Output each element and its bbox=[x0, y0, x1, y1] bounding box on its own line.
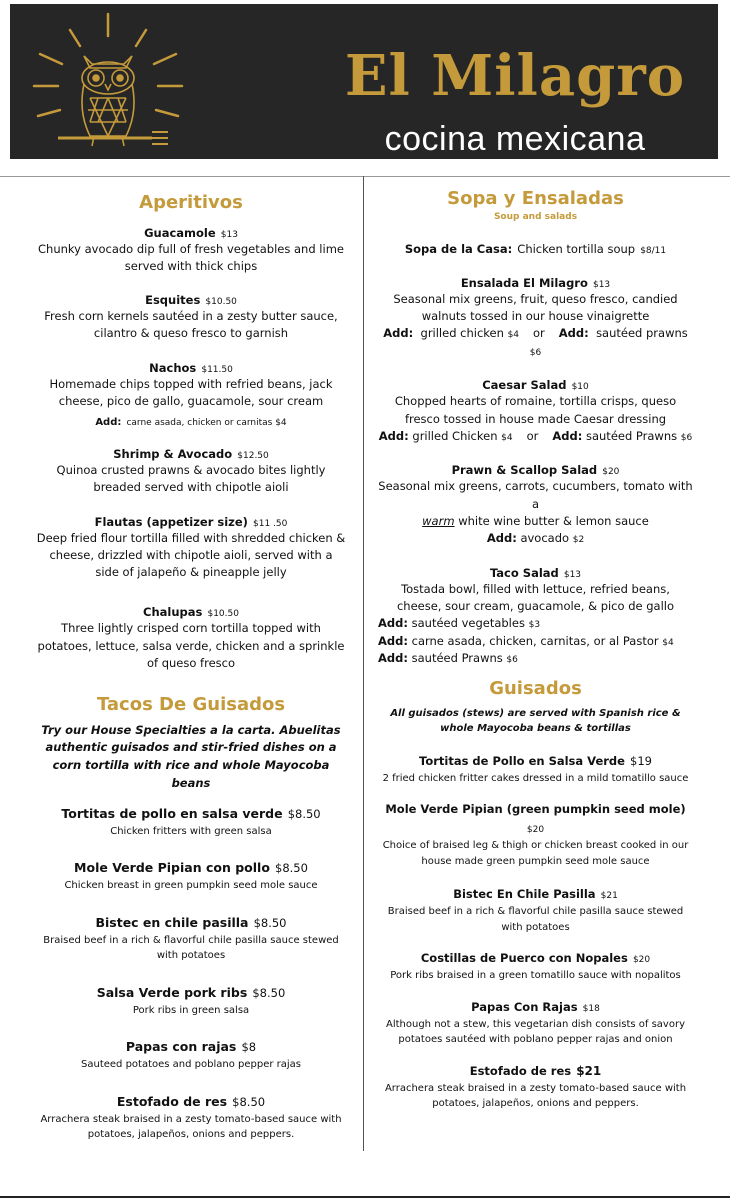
menu-item bbox=[378, 272, 693, 361]
add-label: Add: bbox=[486, 531, 517, 546]
item-description: Choice of braised leg & thigh or chicken breast cooked in our house made green pumpkin seed mole sauce bbox=[382, 840, 689, 867]
add-price: $2 bbox=[572, 535, 585, 546]
item-description: Fresh corn kernels sautéed in a zesty butter sauce, cilantro & queso fresco to garnish bbox=[44, 309, 338, 341]
menu-item bbox=[36, 857, 346, 894]
item-description: Chicken fritters with green salsa bbox=[110, 825, 272, 837]
description-part: white wine butter & lemon sauce bbox=[458, 513, 649, 528]
or-separator: or bbox=[533, 326, 545, 341]
add-label: Add: bbox=[378, 651, 408, 666]
item-name: Flautas (appetizer size) bbox=[94, 514, 248, 529]
add-option: sautéed vegetables bbox=[411, 616, 525, 631]
item-name: Caesar Salad bbox=[482, 378, 567, 393]
item-name: Papas Con Rajas bbox=[471, 999, 578, 1014]
item-name: Mole Verde Pipian (green pumpkin seed mole) bbox=[385, 802, 686, 817]
item-price: $8 bbox=[241, 1040, 257, 1055]
menu-item bbox=[378, 1060, 693, 1112]
add-label: Add: bbox=[383, 326, 414, 341]
item-description: 2 fried chicken fritter cakes dressed in a mild tomatillo sauce bbox=[382, 772, 689, 784]
item-name: Estofado de res bbox=[469, 1063, 572, 1078]
add-option: avocado bbox=[520, 531, 570, 546]
menu-item bbox=[36, 511, 346, 582]
add-option: sautéed Prawns bbox=[585, 428, 678, 443]
item-description: Braised beef in a rich & flavorful chile pasilla sauce stewed with potatoes bbox=[43, 934, 339, 962]
add-label: Add: bbox=[378, 633, 408, 648]
item-price: $10.50 bbox=[205, 297, 237, 308]
item-description: Pork ribs in green salsa bbox=[132, 1004, 250, 1016]
item-price: $10 bbox=[571, 382, 589, 393]
add-label: Add: bbox=[552, 428, 583, 443]
menu-item bbox=[378, 996, 693, 1048]
item-price: $12.50 bbox=[237, 451, 269, 462]
menu-item bbox=[378, 459, 693, 547]
item-name: Taco Salad bbox=[489, 565, 559, 580]
item-description: Chopped hearts of romaine, tortilla crisps, queso fresco tossed in house made Caesar dressing bbox=[394, 394, 677, 426]
warm-text: warm bbox=[422, 513, 455, 528]
aperitivos-section bbox=[36, 192, 346, 672]
item-price: $13 bbox=[563, 569, 582, 580]
menu-item bbox=[36, 1036, 346, 1073]
item-description: Tostada bowl, filled with lettuce, refried beans, cheese, sour cream, guacamole, & pico de gallo bbox=[396, 581, 675, 613]
add-option: sautéed Prawns bbox=[411, 651, 503, 666]
item-name: Bistec en chile pasilla bbox=[95, 914, 249, 930]
add-label: Add: bbox=[378, 616, 408, 631]
header-divider bbox=[0, 176, 730, 177]
item-description: Arrachera steak braised in a zesty tomato-based sauce with potatoes, jalapeños, onions and peppers. bbox=[384, 1082, 687, 1110]
menu-item bbox=[378, 798, 693, 869]
item-name: Mole Verde Pipian con pollo bbox=[74, 860, 270, 876]
item-name: Salsa Verde pork ribs bbox=[96, 984, 248, 1000]
section-title: Sopa y Ensaladas bbox=[447, 188, 624, 209]
item-price: $19 bbox=[630, 753, 652, 768]
menu-item bbox=[378, 238, 693, 258]
item-price: $20 bbox=[632, 955, 651, 966]
item-price: $20 bbox=[602, 467, 620, 478]
item-name: Esquites bbox=[145, 293, 201, 308]
menu-item bbox=[36, 1091, 346, 1143]
item-description bbox=[378, 478, 693, 530]
add-price: $6 bbox=[506, 655, 518, 666]
item-name: Tortitas de pollo en salsa verde bbox=[61, 805, 283, 821]
item-description: Although not a stew, this vegetarian dish consists of savory potatoes sautéed with poblano pepper rajas and onion bbox=[386, 1018, 685, 1046]
column-divider bbox=[363, 176, 364, 1151]
description-part: Seasonal mix greens, carrots, cucumbers, tomato with a bbox=[378, 479, 693, 511]
add-label: Add: bbox=[558, 326, 589, 341]
menu-item bbox=[36, 912, 346, 964]
add-option: sautéed prawns bbox=[596, 326, 688, 341]
menu-item bbox=[36, 357, 346, 430]
add-price: $6 bbox=[529, 347, 542, 358]
sopa-y-ensaladas-section bbox=[378, 188, 693, 668]
menu-item bbox=[378, 374, 693, 445]
add-options bbox=[378, 428, 693, 446]
item-price: $8.50 bbox=[252, 985, 286, 1000]
item-description: Quinoa crusted prawns & avocado bites lightly breaded served with chipotle aioli bbox=[56, 463, 326, 495]
menu-item bbox=[36, 803, 346, 840]
or-separator: or bbox=[526, 428, 539, 443]
section-note: Try our House Specialties a la carta. Abuelitas authentic guisados and stir-fried dishes on a corn tortilla with rice and whole Mayocoba beans bbox=[41, 722, 341, 791]
item-price: $13 bbox=[592, 279, 611, 290]
menu-item bbox=[378, 562, 693, 668]
menu-item bbox=[378, 947, 693, 984]
add-option: grilled chicken bbox=[420, 326, 504, 341]
add-price: $4 bbox=[507, 330, 520, 341]
item-description: Seasonal mix greens, fruit, queso fresco, candied walnuts tossed in our house vinaigrette bbox=[393, 291, 678, 324]
item-description: Chicken tortilla soup bbox=[517, 241, 636, 256]
restaurant-name: El Milagro bbox=[344, 43, 686, 109]
item-price: $21 bbox=[600, 891, 618, 902]
section-title: Aperitivos bbox=[139, 192, 243, 213]
add-option: carne asada, chicken, carnitas, or al Pastor bbox=[411, 633, 659, 648]
add-option: grilled Chicken bbox=[412, 428, 498, 443]
item-price: $10.50 bbox=[207, 609, 239, 620]
restaurant-tagline: cocina mexicana bbox=[384, 120, 646, 158]
add-price: $3 bbox=[528, 620, 541, 631]
section-subtitle: Soup and salads bbox=[493, 211, 578, 222]
add-options bbox=[378, 325, 693, 360]
item-description: Braised beef in a rich & flavorful chile pasilla sauce stewed with potatoes bbox=[387, 906, 684, 933]
add-option: carne asada, chicken or carnitas $4 bbox=[126, 418, 287, 429]
add-label: Add: bbox=[95, 417, 122, 429]
item-name: Papas con rajas bbox=[125, 1039, 237, 1055]
section-note: All guisados (stews) are served with Spanish rice & whole Mayocoba beans & tortillas bbox=[390, 707, 681, 734]
item-description: Pork ribs braised in a green tomatillo sauce with nopalitos bbox=[390, 970, 681, 982]
item-price: $11 .50 bbox=[253, 518, 288, 529]
item-price: $8.50 bbox=[275, 861, 308, 876]
item-name: Guacamole bbox=[144, 225, 216, 240]
add-price: $4 bbox=[662, 637, 674, 648]
item-price: $11.50 bbox=[201, 364, 233, 375]
menu-item bbox=[36, 601, 346, 672]
item-description: Arrachera steak braised in a zesty tomato-based sauce with potatoes, jalapeños, onions and peppers. bbox=[40, 1113, 342, 1141]
tacos-de-guisados-section bbox=[36, 694, 346, 1143]
item-name: Shrimp & Avocado bbox=[113, 447, 233, 462]
item-name: Tortitas de Pollo en Salsa Verde bbox=[419, 753, 625, 768]
item-name: Nachos bbox=[149, 360, 197, 375]
item-price: $21 bbox=[576, 1063, 602, 1078]
menu-item bbox=[36, 222, 346, 276]
add-options bbox=[378, 615, 693, 633]
item-name: Bistec En Chile Pasilla bbox=[453, 887, 596, 902]
item-name: Estofado de res bbox=[116, 1093, 228, 1109]
section-title: Guisados bbox=[489, 678, 582, 699]
menu-item bbox=[36, 289, 346, 343]
item-description: Three lightly crisped corn tortilla topped with potatoes, lettuce, salsa verde, chicken and a sprinkle of queso fresco bbox=[37, 621, 345, 670]
add-price: $6 bbox=[680, 432, 693, 443]
item-name: Chalupas bbox=[143, 605, 203, 620]
menu-item bbox=[378, 750, 693, 787]
item-name: Prawn & Scallop Salad bbox=[451, 463, 598, 478]
menu-item bbox=[36, 443, 346, 497]
owl-on-fork-icon bbox=[28, 12, 188, 162]
item-price: $20 bbox=[526, 825, 545, 836]
item-price: $8.50 bbox=[287, 806, 321, 821]
item-name: Costillas de Puerco con Nopales bbox=[420, 951, 628, 966]
menu-item bbox=[378, 883, 693, 935]
item-description: Chicken breast in green pumpkin seed mole sauce bbox=[64, 880, 318, 892]
item-description: Chunky avocado dip full of fresh vegetables and lime served with thick chips bbox=[38, 241, 344, 273]
item-name: Sopa de la Casa: bbox=[404, 241, 513, 256]
menu-item bbox=[36, 982, 346, 1019]
add-options bbox=[378, 633, 693, 651]
add-price: $4 bbox=[501, 432, 513, 443]
bottom-border bbox=[0, 1196, 730, 1198]
section-title: Tacos De Guisados bbox=[96, 694, 286, 715]
item-description: Sauteed potatoes and poblano pepper rajas bbox=[81, 1059, 301, 1071]
add-options bbox=[378, 650, 693, 668]
add-options bbox=[378, 530, 693, 548]
item-price: $8.50 bbox=[232, 1094, 266, 1109]
item-description: Deep fried flour tortilla filled with shredded chicken & cheese, drizzled with chipotle aioli, served with a side of jalapeño & pineapple jelly bbox=[36, 530, 346, 580]
item-name: Ensalada El Milagro bbox=[460, 275, 588, 290]
add-label: Add: bbox=[378, 428, 409, 443]
item-price: $13 bbox=[220, 229, 238, 240]
header-banner bbox=[10, 4, 718, 159]
item-price: $8.50 bbox=[253, 915, 287, 930]
item-price: $8/11 bbox=[640, 245, 667, 256]
item-price: $18 bbox=[582, 1003, 600, 1014]
item-description: Homemade chips topped with refried beans, jack cheese, pico de gallo, guacamole, sour cream bbox=[49, 376, 333, 408]
guisados-section bbox=[378, 678, 693, 1112]
